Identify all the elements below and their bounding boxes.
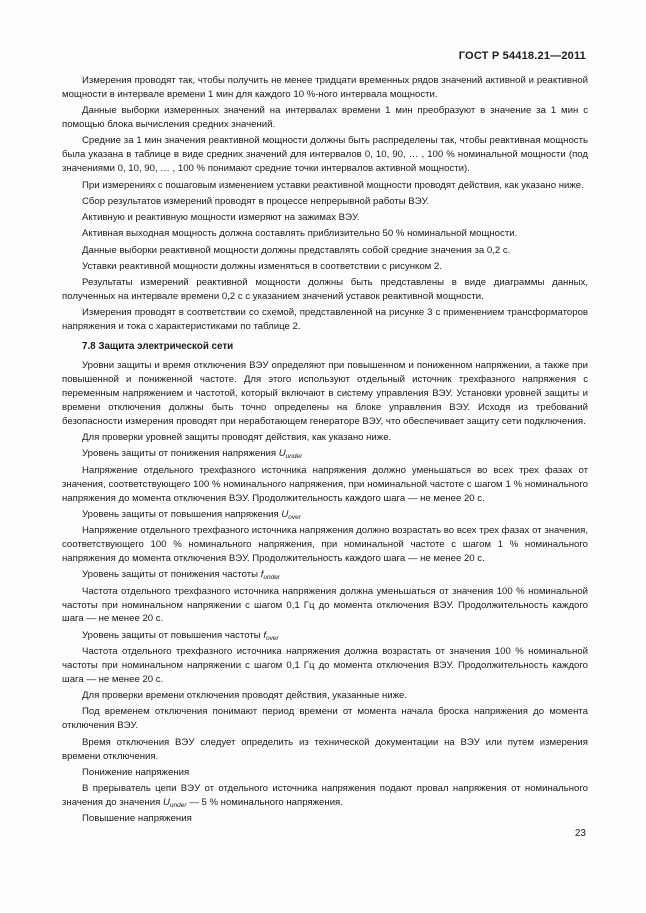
paragraph: Измерения проводят в соответствии со схемой, представленной на рисунке 3 с применением трансформаторов напряжения и тока с характеристиками по таблице 2.: [62, 307, 588, 333]
paragraph: Напряжение отдельного трехфазного источника напряжения должно возрастать во всех трех фазах от значения, соответствующего 100 % номинального напряжения, при номинальной частоте с шагом 1 % номинального напряжения до момента отключения ВЭУ. Продолжительность каждого шага — не менее 20 с.: [62, 525, 588, 565]
paragraph-heading: Уровень защиты от понижения напряжения $U_{under}$: [82, 448, 303, 461]
paragraph-heading: Уровень защиты от повышения частоты $f_{over}$: [82, 629, 279, 642]
paragraph: Частота отдельного трехфазного источника напряжения должна уменьшаться от значения 100 % номинальной частоты при номинальном напряжении с шагом 0,1 Гц до момента отключения ВЭУ. Продолжительность каждого шага — не менее 20 с.: [62, 585, 588, 625]
section-heading: 7.8 Защита электрической сети: [82, 341, 234, 353]
paragraph: Для проверки уровней защиты проводят действия, как указано ниже.: [82, 432, 392, 444]
paragraph: Частота отдельного трехфазного источника напряжения должна возрастать от значения 100 % номинальной частоты при номинальном напряжении с шагом 0,1 Гц до момента отключения ВЭУ. Продолжительность каждого шага — не менее 20 с.: [62, 645, 588, 685]
paragraph: Активная выходная мощность должна составлять приблизительно 50 % номинальной мощности.: [82, 228, 518, 240]
paragraph: Средние за 1 мин значения реактивной мощности должны быть распределены так, чтобы реактивная мощность была указана в таблице в виде средних значений для интервалов 0, 10, 90, … , 100 % номинальной мощности (под значениями 0, 10, 90, … , 100 % понимают средние точки интервалов активной мощности).: [62, 135, 588, 175]
paragraph: Для проверки времени отключения проводят действия, указанные ниже.: [82, 690, 408, 702]
page-number: 23: [574, 828, 586, 839]
paragraph-heading: Уровень защиты от повышения напряжения $U_{over}$: [82, 508, 301, 521]
paragraph-heading: Уровень защиты от понижения частоты $f_{under}$: [82, 569, 281, 582]
paragraph: Результаты измерений реактивной мощности должны быть представлены в виде диаграммы данных, полученных на интервале времени 0,2 с с указанием значений уставок реактивной мощности.: [62, 277, 588, 303]
paragraph: В прерыватель цепи ВЭУ от отдельного источника напряжения подают провал напряжения от номинального значения до значения $U_{under}$ — 5 % номинального напряжения.: [62, 783, 588, 809]
paragraph: Уровни защиты и время отключения ВЭУ определяют при повышенном и пониженном напряжении, а также при повышенной и пониженной частоте. Для этого используют отдельный источник трехфазного напряжения с переменным напряжением и частотой, который включают в систему управления ВЭУ. Установки уровней защиты и времени отключения должны быть точно определены на блоке управления ВЭУ. Исходя из требований безопасности измерения проводят при неработающем генераторе ВЭУ, что обеспечивает защиту сети подключения.: [62, 360, 588, 427]
standard-header: ГОСТ Р 54418.21—2011: [458, 50, 586, 62]
paragraph-heading: Понижение напряжения: [82, 766, 190, 778]
document-body: [62, 74, 588, 826]
paragraph: Сбор результатов измерений проводят в процессе непрерывной работы ВЭУ.: [82, 195, 430, 207]
paragraph: Данные выборки измеренных значений на интервалах времени 1 мин преобразуют в значение за 1 мин с помощью блока вычисления средних значений.: [62, 105, 588, 131]
paragraph: Уставки реактивной мощности должны изменяться в соответствии с рисунком 2.: [82, 260, 442, 272]
paragraph: Измерения проводят так, чтобы получить не менее тридцати временных рядов значений активной и реактивной мощности в интервале времени 1 мин для каждого 10 %-ного интервала мощности.: [62, 75, 588, 100]
paragraph: Активную и реактивную мощности измеряют на зажимах ВЭУ.: [82, 212, 360, 224]
paragraph: Под временем отключения понимают период времени от момента начала броска напряжения до момента отключения ВЭУ.: [62, 706, 588, 732]
paragraph-heading: Повышение напряжения: [82, 813, 192, 825]
paragraph: Напряжение отдельного трехфазного источника напряжения должно уменьшаться во всех трех фазах от значения, соответствующего 100 % номинального напряжения, при номинальной частоте с шагом 1 % номинального напряжения до момента отключения ВЭУ. Продолжительность каждого шага — не менее 20 с.: [62, 464, 588, 504]
paragraph: Данные выборки реактивной мощности должны представлять собой средние значения за 0,2 с.: [82, 244, 511, 256]
paragraph: Время отключения ВЭУ следует определить из технической документации на ВЭУ или путем измерения времени отключения.: [62, 736, 588, 762]
paragraph: При измерениях с пошаговым изменением уставки реактивной мощности проводят действия, как указано ниже.: [82, 179, 584, 191]
